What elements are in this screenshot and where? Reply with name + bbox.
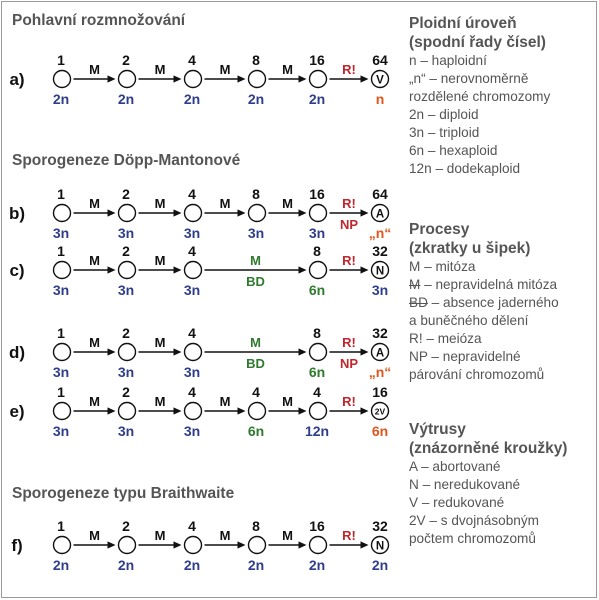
cell-count-label: 4 <box>188 186 196 202</box>
legend-abbr: NP <box>409 349 428 364</box>
spore-count-label: 32 <box>372 518 388 534</box>
arrow-head <box>361 541 369 548</box>
legend-item: počtem chromozomů <box>409 531 536 546</box>
arrow-label: M <box>219 528 231 543</box>
spore-type-mark: V <box>376 74 384 87</box>
row-label: d) <box>8 343 26 362</box>
legend-ploidy-subheading: (spodní řady čísel) <box>409 34 546 51</box>
arrow-head <box>108 541 116 548</box>
cell-circle <box>54 537 71 554</box>
legend-item: M – mitóza <box>409 259 476 274</box>
arrow-head <box>174 266 182 273</box>
cell-circle <box>185 71 202 88</box>
spore-count-label: 16 <box>372 384 388 400</box>
arrow-label: M <box>89 528 100 543</box>
cell-circle <box>310 403 327 420</box>
arrow-head <box>108 266 116 273</box>
legend-spores-heading: Výtrusy <box>409 421 466 438</box>
legend-processes-heading: Procesy <box>409 221 470 238</box>
spore-type-mark: N <box>375 265 385 278</box>
legend-item: R! – meióza <box>409 331 482 346</box>
legend-item: BD – absence jaderného <box>409 295 559 310</box>
legend-item: a buněčného dělení <box>409 313 529 328</box>
arrow-label-top: M <box>250 335 261 350</box>
cell-count-label: 1 <box>57 243 65 259</box>
ploidy-label: 3n <box>183 282 201 298</box>
cell-count-label: 16 <box>309 52 325 68</box>
cell-count-label: 8 <box>252 52 260 68</box>
cell-count-label: 4 <box>188 243 196 259</box>
ploidy-label: 6n <box>247 423 265 439</box>
arrow-head <box>299 348 307 355</box>
spore-type-mark: 2V <box>374 406 386 417</box>
ploidy-label: 3n <box>183 364 201 380</box>
cell-circle <box>54 262 71 279</box>
ploidy-label: 3n <box>52 364 70 380</box>
cell-count-label: 2 <box>122 384 130 400</box>
cell-circle <box>185 537 202 554</box>
legend-item: 3n – triploid <box>409 125 480 140</box>
arrow-head <box>361 75 369 82</box>
ploidy-label: 2n <box>117 557 135 573</box>
ploidy-label: 12n <box>304 423 330 439</box>
arrow-label: M <box>89 196 100 211</box>
spore-count-label: 32 <box>372 325 388 341</box>
arrow-label: M <box>219 62 231 77</box>
cell-circle <box>249 537 266 554</box>
ploidy-label: 6n <box>308 282 326 298</box>
spore-type-mark: A <box>375 347 385 360</box>
cell-circle <box>310 71 327 88</box>
arrow-head <box>108 407 116 414</box>
arrow-label-top: R! <box>342 196 356 211</box>
cell-count-label: 8 <box>313 243 321 259</box>
legend-processes <box>409 220 559 384</box>
cell-count-label: 2 <box>122 518 130 534</box>
ploidy-label: 3n <box>117 225 135 241</box>
legend-item: 6n – hexaploid <box>409 143 498 158</box>
cell-circle <box>310 262 327 279</box>
row-label: e) <box>9 402 25 421</box>
legend-abbr-struck: BD <box>409 295 428 310</box>
cell-count-label: 2 <box>122 52 130 68</box>
legend-abbr: R! <box>409 331 423 346</box>
section-title-braithwaite: Sporogeneze typu Braithwaite <box>12 485 235 502</box>
legend-abbr: M <box>409 259 421 274</box>
arrow-head <box>108 348 116 355</box>
arrow-label: M <box>282 62 293 77</box>
ploidy-label: 3n <box>52 282 70 298</box>
spore-ploidy-label: 2n <box>371 557 389 573</box>
arrow-head <box>238 209 246 216</box>
ploidy-label: 2n <box>117 91 135 107</box>
cell-circle <box>185 344 202 361</box>
arrow-label-top: M <box>250 253 261 268</box>
cell-count-label: 4 <box>252 384 260 400</box>
arrow-head <box>238 75 246 82</box>
section-title-sexual-reproduction: Pohlavní rozmnožování <box>12 12 186 29</box>
arrow-head <box>361 209 369 216</box>
ploidy-label: 2n <box>183 91 201 107</box>
row-label: a) <box>9 70 25 89</box>
arrow-head <box>299 266 307 273</box>
cell-circle <box>185 205 202 222</box>
arrow-label-bottom: NP <box>339 217 359 232</box>
cell-count-label: 1 <box>57 52 65 68</box>
cell-count-label: 8 <box>313 325 321 341</box>
legend-item: M – nepravidelná mitóza <box>409 277 558 292</box>
ploidy-label: 2n <box>183 557 201 573</box>
cell-count-label: 4 <box>188 325 196 341</box>
arrow-head <box>174 75 182 82</box>
spore-type-mark: N <box>375 540 385 553</box>
cell-circle <box>185 403 202 420</box>
arrow-label-bottom: NP <box>339 356 359 371</box>
cell-circle <box>119 71 136 88</box>
ploidy-label: 2n <box>247 91 265 107</box>
arrow-label: M <box>219 196 231 211</box>
arrow-head <box>361 348 369 355</box>
legend-item: NP – nepravidelné <box>409 349 521 364</box>
cell-count-label: 2 <box>122 186 130 202</box>
ploidy-label: 2n <box>308 557 326 573</box>
ploidy-label: 3n <box>183 423 201 439</box>
arrow-head <box>299 75 307 82</box>
legend-item: N – neredukované <box>409 477 521 492</box>
arrow-head <box>108 209 116 216</box>
arrow-label: M <box>282 528 293 543</box>
legend-ploidy <box>409 14 550 178</box>
ploidy-label: 3n <box>117 282 135 298</box>
legend-item: rozdělené chromozomy <box>409 89 551 104</box>
cell-circle <box>185 262 202 279</box>
spore-ploidy-label: „n“ <box>368 364 392 380</box>
legend-abbr-struck: M <box>409 277 421 292</box>
cell-circle <box>54 403 71 420</box>
ploidy-label: 2n <box>308 91 326 107</box>
cell-circle <box>54 205 71 222</box>
cell-count-label: 1 <box>57 325 65 341</box>
arrow-head <box>238 407 246 414</box>
arrow-head <box>174 209 182 216</box>
spore-count-label: 64 <box>372 186 388 202</box>
spore-type-mark: A <box>375 208 385 221</box>
arrow-label: M <box>89 253 100 268</box>
arrow-label: M <box>89 62 100 77</box>
row-label: f) <box>11 536 23 555</box>
cell-circle <box>54 344 71 361</box>
ploidy-label: 3n <box>117 364 135 380</box>
cell-count-label: 2 <box>122 325 130 341</box>
legend-ploidy-heading: Ploidní úroveň <box>409 15 517 32</box>
spore-ploidy-label: „n“ <box>368 225 392 241</box>
ploidy-label: 2n <box>52 557 70 573</box>
cell-count-label: 8 <box>252 186 260 202</box>
cell-count-label: 1 <box>57 384 65 400</box>
cell-count-label: 16 <box>309 518 325 534</box>
legend-spores-subheading: (znázorněné kroužky) <box>409 440 568 457</box>
cell-count-label: 4 <box>188 518 196 534</box>
arrow-label: M <box>282 394 293 409</box>
arrow-label-top: R! <box>342 335 356 350</box>
section-title-dopp-manton: Sporogeneze Döpp-Mantonové <box>12 152 241 169</box>
arrow-label: M <box>154 253 166 268</box>
ploidy-label: 3n <box>52 423 70 439</box>
arrow-label: M <box>89 394 100 409</box>
cell-circle <box>119 537 136 554</box>
cell-count-label: 4 <box>313 384 321 400</box>
cell-circle <box>310 205 327 222</box>
ploidy-label: 2n <box>52 91 70 107</box>
arrow-label: M <box>219 394 231 409</box>
cell-circle <box>54 71 71 88</box>
legend-item: 12n – dodekaploid <box>409 161 521 176</box>
arrow-label: M <box>282 196 293 211</box>
legend-item: V – redukované <box>409 495 505 510</box>
cell-circle <box>249 205 266 222</box>
ploidy-label: 6n <box>308 364 326 380</box>
arrow-label: M <box>154 394 166 409</box>
cell-count-label: 1 <box>57 518 65 534</box>
ploidy-label: 3n <box>117 423 135 439</box>
arrow-label: M <box>154 62 166 77</box>
legend-spores <box>409 420 567 548</box>
cell-circle <box>119 205 136 222</box>
arrow-head <box>299 407 307 414</box>
row-label: c) <box>9 261 25 280</box>
cell-circle <box>249 71 266 88</box>
spore-ploidy-label: 3n <box>371 282 389 298</box>
legend-item: 2V – s dvojnásobným <box>409 513 539 528</box>
spore-count-label: 64 <box>372 52 388 68</box>
arrow-head <box>361 407 369 414</box>
arrow-head <box>299 541 307 548</box>
legend-item: A – abortované <box>409 459 501 474</box>
arrow-label: M <box>154 335 166 350</box>
cell-count-label: 4 <box>188 52 196 68</box>
arrow-label: R! <box>342 394 356 409</box>
cell-count-label: 16 <box>309 186 325 202</box>
cell-count-label: 1 <box>57 186 65 202</box>
arrow-label: R! <box>342 253 356 268</box>
ploidy-label: 2n <box>247 557 265 573</box>
ploidy-label: 3n <box>52 225 70 241</box>
arrow-label: M <box>154 196 166 211</box>
legend-item: párování chromozomů <box>409 367 545 382</box>
ploidy-label: 3n <box>247 225 265 241</box>
ploidy-label: 3n <box>308 225 326 241</box>
row-label: b) <box>8 204 26 223</box>
arrow-label-bottom: BD <box>246 274 265 289</box>
cell-circle <box>310 344 327 361</box>
arrow-head <box>108 75 116 82</box>
arrow-head <box>174 541 182 548</box>
legend-item: „n“ – nerovnoměrně <box>409 71 529 86</box>
cell-circle <box>119 344 136 361</box>
arrow-head <box>174 348 182 355</box>
spore-count-label: 32 <box>372 243 388 259</box>
arrow-head <box>361 266 369 273</box>
cell-count-label: 2 <box>122 243 130 259</box>
cell-circle <box>119 262 136 279</box>
cell-circle <box>249 403 266 420</box>
cell-circle <box>310 537 327 554</box>
cell-count-label: 4 <box>188 384 196 400</box>
spore-ploidy-label: n <box>375 91 385 107</box>
spore-ploidy-label: 6n <box>371 423 389 439</box>
cell-count-label: 8 <box>252 518 260 534</box>
legend-processes-subheading: (zkratky u šipek) <box>409 240 531 257</box>
arrow-label: M <box>89 335 100 350</box>
arrow-head <box>238 541 246 548</box>
arrow-head <box>299 209 307 216</box>
ploidy-label: 3n <box>183 225 201 241</box>
cell-circle <box>119 403 136 420</box>
arrow-label: R! <box>342 62 356 77</box>
arrow-label-bottom: BD <box>246 356 265 371</box>
legend-item: 2n – diploid <box>409 107 479 122</box>
arrow-label: R! <box>342 528 356 543</box>
arrow-head <box>174 407 182 414</box>
arrow-label: M <box>154 528 166 543</box>
legend-item: n – haploidní <box>409 53 487 68</box>
